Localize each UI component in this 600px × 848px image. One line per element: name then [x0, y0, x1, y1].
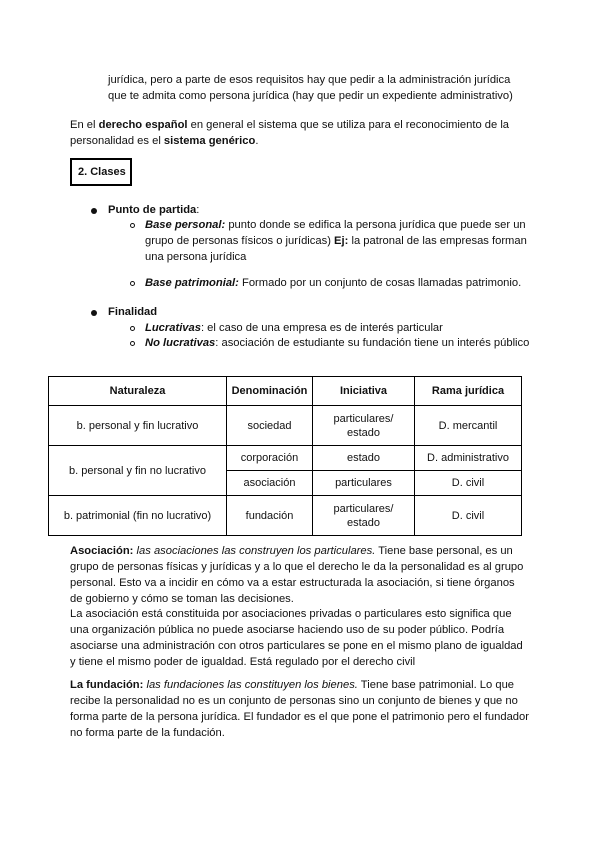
lucrativas: [145, 320, 443, 336]
asociacion-line-2: grupo de personas físicas y jurídicas y a lo que el derecho le da la personalidad es al grupo: [70, 561, 524, 573]
text: punto donde se edifica la persona jurídica que puede ser un: [225, 219, 526, 231]
intro-line-1: jurídica, pero a parte de esos requisitos hay que pedir a la administración jurídica: [108, 74, 511, 86]
text: Tiene base patrimonial. Lo que: [357, 679, 515, 691]
header-denominacion: Denominación: [227, 377, 313, 406]
no-lucrativas-label: No lucrativas: [145, 337, 216, 349]
punto-label: Punto de partida: [108, 204, 197, 216]
text: en general el sistema que se utiliza para el reconocimiento de la: [187, 119, 510, 131]
asociacion-line-5: La asociación está constituida por asociaciones privadas o particulares esto significa que: [70, 608, 512, 620]
sub-bullet-circle: [130, 326, 135, 331]
cell: asociación: [227, 471, 313, 496]
cell: particulares: [313, 471, 415, 496]
asociacion-label: Asociación:: [70, 545, 134, 557]
cell: b. patrimonial (fin no lucrativo): [49, 496, 227, 536]
cell: b. personal y fin lucrativo: [49, 406, 227, 446]
asociacion-line-3: personal. Esto va a incidir en cómo va a estar estructurada la asociación, si tiene órganos: [70, 577, 515, 589]
cell: estado: [313, 446, 415, 471]
sub-bullet-circle: [130, 341, 135, 346]
finalidad-label: Finalidad: [108, 306, 158, 318]
table-header-row: [49, 377, 522, 406]
table-row: [49, 446, 522, 471]
header-iniciativa: Iniciativa: [313, 377, 415, 406]
asociacion-line-7: asociarse una administración con otros particulares se pone en el mismo plano de igualdad: [70, 640, 523, 652]
base-personal-label: Base personal:: [145, 219, 226, 231]
spain-paragraph-line-1: [70, 117, 509, 133]
text: En el: [70, 119, 99, 131]
no-lucrativas: [145, 335, 529, 351]
spain-paragraph-line-2: [70, 133, 258, 149]
cell: b. personal y fin no lucrativo: [49, 446, 227, 496]
fundacion-line-1: [70, 677, 514, 693]
cell: fundación: [227, 496, 313, 536]
fundacion-line-4: no forma parte de la fundación.: [70, 727, 225, 739]
asociacion-line-6: una organización pública no puede asociarse haciendo uso de su poder público. Podría: [70, 624, 505, 636]
base-personal-line-2: [145, 233, 527, 249]
sub-bullet-circle: [130, 223, 135, 228]
bold-term-derecho-espanol: derecho español: [98, 119, 188, 131]
cell: corporación: [227, 446, 313, 471]
asociacion-italic: las asociaciones las construyen los particulares.: [133, 545, 376, 557]
fundacion-line-2: recibe la personalidad no es un conjunto de personas sino un conjunto de bienes y que no: [70, 695, 518, 707]
base-personal-line-1: [145, 217, 526, 233]
text: personalidad es el: [70, 135, 164, 147]
fundacion-italic: las fundaciones las constituyen los bienes.: [143, 679, 358, 691]
text: Tiene base personal, es un: [375, 545, 513, 557]
lucrativas-label: Lucrativas: [145, 322, 201, 334]
text: Formado por un conjunto de cosas llamadas patrimonio.: [238, 277, 522, 289]
text: .: [255, 135, 259, 147]
bullet-dot: [91, 310, 97, 316]
asociacion-line-8: y tiene el mismo poder de igualdad. Está regulado por el derecho civil: [70, 656, 416, 668]
asociacion-line-1: [70, 543, 513, 559]
header-rama-juridica: Rama jurídica: [415, 377, 522, 406]
cell: sociedad: [227, 406, 313, 446]
cell: D. civil: [415, 496, 522, 536]
classification-table: [48, 376, 522, 536]
base-patrimonial-label: Base patrimonial:: [145, 277, 239, 289]
finalidad: [108, 304, 157, 320]
sub-bullet-circle: [130, 281, 135, 286]
cell: D. civil: [415, 471, 522, 496]
fundacion-label: La fundación:: [70, 679, 144, 691]
punto-de-partida: [108, 202, 199, 218]
ej-label: Ej:: [334, 235, 349, 247]
text: :: [196, 204, 200, 216]
table-row: [49, 496, 522, 536]
text: grupo de personas físicos o jurídicas): [145, 235, 335, 247]
asociacion-line-4: de gobierno y cómo se toman las decisiones.: [70, 593, 294, 605]
section-heading: 2. Clases: [70, 158, 132, 186]
text: : asociación de estudiante su fundación tiene un interés público: [215, 337, 530, 349]
text: la patronal de las empresas forman: [348, 235, 527, 247]
table-row: [49, 406, 522, 446]
bold-term-sistema-generico: sistema genérico: [163, 135, 256, 147]
fundacion-line-3: forma parte de la persona jurídica. El fundador es el que pone el patrimonio pero el fundador: [70, 711, 529, 723]
intro-line-2: que te admita como persona jurídica (hay que pedir un expediente administrativo): [108, 90, 513, 102]
header-naturaleza: Naturaleza: [49, 377, 227, 406]
cell: particulares/ estado: [313, 406, 415, 446]
base-patrimonial: [145, 275, 521, 291]
cell: particulares/ estado: [313, 496, 415, 536]
bullet-dot: [91, 208, 97, 214]
text: : el caso de una empresa es de interés particular: [200, 322, 443, 334]
cell: D. administrativo: [415, 446, 522, 471]
cell: D. mercantil: [415, 406, 522, 446]
base-personal-line-3: una persona jurídica: [145, 251, 247, 263]
